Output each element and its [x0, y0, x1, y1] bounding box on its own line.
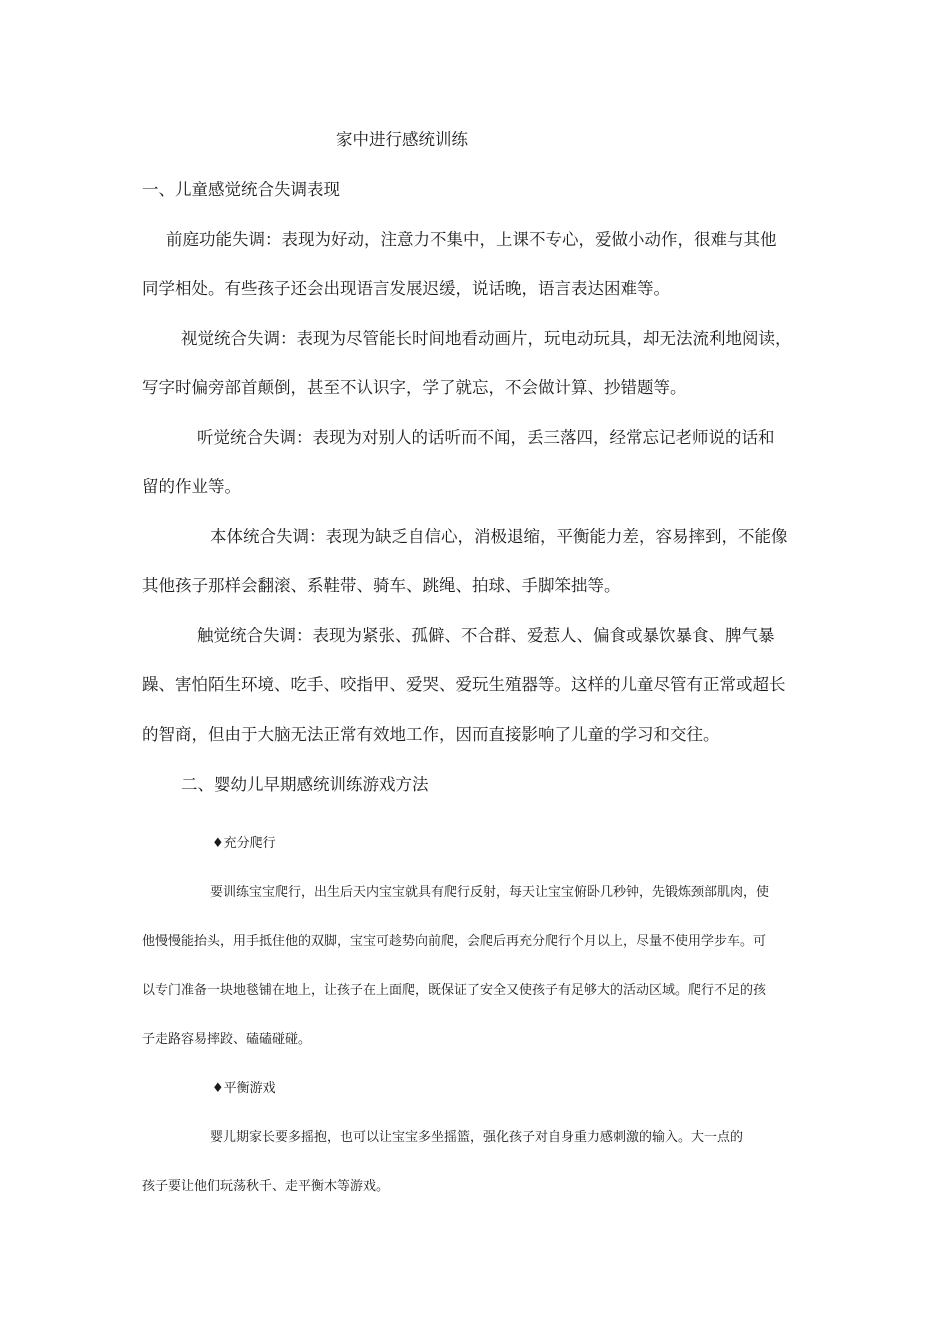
subsection-title-crawling: ♦充分爬行	[212, 836, 276, 851]
crawling-line-2: 他慢慢能抬头，用手抵住他的双脚，宝宝可趁势向前爬，会爬后再充分爬行个月以上，尽量不使用学步车。可	[142, 934, 767, 949]
paragraph-auditory-line-1: 听觉统合失调：表现为对别人的话听而不闻，丢三落四，经常忘记老师说的话和	[197, 428, 775, 447]
paragraph-tactile-line-3: 的智商，但由于大脑无法正常有效地工作，因而直接影响了儿童的学习和交往。	[142, 725, 720, 744]
paragraph-auditory-line-2: 留的作业等。	[142, 477, 241, 496]
crawling-line-3: 以专门准备一块地毯铺在地上，让孩子在上面爬，既保证了安全又使孩子有足够大的活动区域。爬行不足的孩	[142, 983, 767, 998]
section-heading-1: 一、儿童感觉统合失调表现	[142, 180, 340, 199]
balance-line-2: 孩子要让他们玩荡秋千、走平衡木等游戏。	[142, 1179, 390, 1194]
crawling-line-1: 要训练宝宝爬行，出生后天内宝宝就具有爬行反射，每天让宝宝俯卧几秒钟，先锻炼颈部肌肉，使	[210, 885, 770, 900]
section-heading-2: 二、婴幼儿早期感统训练游戏方法	[181, 775, 429, 794]
crawling-line-4: 子走路容易摔跤、磕磕碰碰。	[142, 1032, 312, 1047]
balance-line-1: 婴儿期家长要多摇抱，也可以让宝宝多坐摇篮，强化孩子对自身重力感刺激的输入。大一点的	[210, 1130, 744, 1145]
paragraph-tactile-line-2: 躁、害怕陌生环境、吃手、咬指甲、爱哭、爱玩生殖器等。这样的儿童尽管有正常或超长	[142, 675, 786, 694]
paragraph-tactile-line-1: 触觉统合失调：表现为紧张、孤僻、不合群、爱惹人、偏食或暴饮暴食、脾气暴	[197, 626, 775, 645]
paragraph-vestibular-line-2: 同学相处。有些孩子还会出现语言发展迟缓，说话晚，语言表达困难等。	[142, 279, 670, 298]
paragraph-vestibular-line-1: 前庭功能失调：表现为好动，注意力不集中，上课不专心，爱做小动作，很难与其他	[166, 230, 777, 249]
paragraph-visual-line-2: 写字时偏旁部首颠倒，甚至不认识字，学了就忘，不会做计算、抄错题等。	[142, 378, 687, 397]
document-title: 家中进行感统训练	[336, 130, 468, 149]
paragraph-proprioceptive-line-2: 其他孩子那样会翻滚、系鞋带、骑车、跳绳、拍球、手脚笨拙等。	[142, 576, 621, 595]
paragraph-proprioceptive-line-1: 本体统合失调：表现为缺乏自信心，消极退缩，平衡能力差，容易摔到，不能像	[210, 527, 788, 546]
paragraph-visual-line-1: 视觉统合失调：表现为尽管能长时间地看动画片，玩电动玩具，却无法流利地阅读，	[181, 329, 792, 348]
subsection-title-balance: ♦平衡游戏	[212, 1081, 276, 1096]
